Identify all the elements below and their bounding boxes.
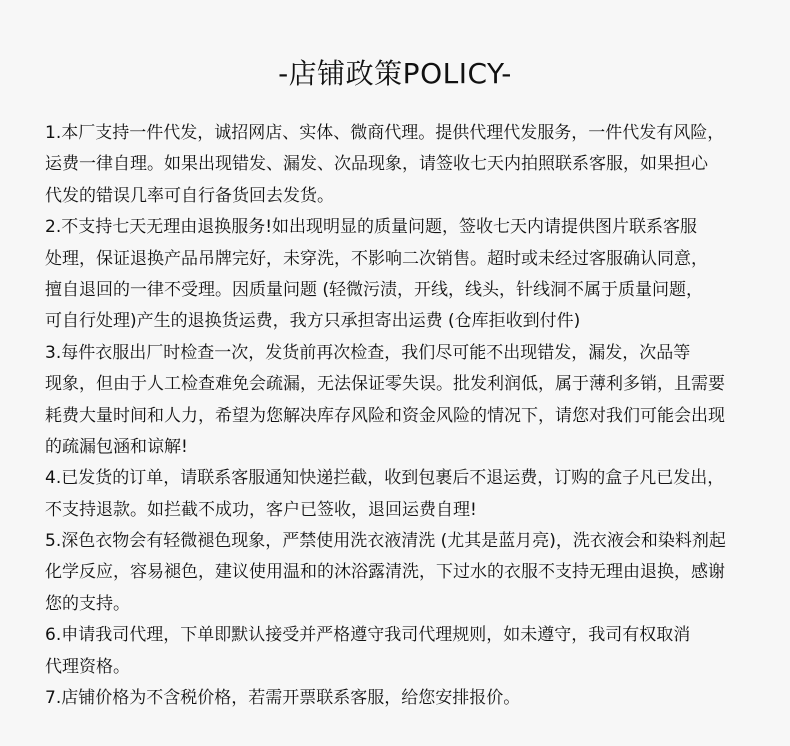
policy-line: 的疏漏包涵和谅解! — [45, 436, 188, 457]
policy-line: 运费一律自理。如果出现错发、漏发、次品现象，请签收七天内拍照联系客服，如果担心 — [45, 154, 708, 175]
policy-line: 耗费大量时间和人力，希望为您解决库存风险和资金风险的情况下，请您对我们可能会出现 — [45, 405, 725, 426]
policy-line: 代发的错误几率可自行备货回去发货。 — [45, 185, 334, 206]
policy-line: 现象，但由于人工检查难免会疏漏，无法保证零失误。批发利润低，属于薄利多销，且需要 — [45, 374, 725, 395]
page-title: -店铺政策POLICY- — [278, 57, 512, 90]
policy-line: 4.已发货的订单，请联系客服通知快递拦截，收到包裹后不退运费，订购的盒子凡已发出， — [45, 468, 725, 489]
policy-line: 代理资格。 — [45, 656, 130, 677]
policy-line: 3.每件衣服出厂时检查一次，发货前再次检查，我们尽可能不出现错发，漏发，次品等 — [45, 342, 691, 363]
policy-line: 可自行处理)产生的退换货运费，我方只承担寄出运费 (仓库拒收到付件) — [45, 311, 581, 332]
policy-line: 化学反应，容易褪色，建议使用温和的沐浴露清洗，下过水的衣服不支持无理由退换，感谢 — [45, 562, 725, 583]
policy-body — [45, 118, 775, 714]
policy-line: 1.本厂支持一件代发，诚招网店、实体、微商代理。提供代理代发服务，一件代发有风险， — [45, 123, 725, 143]
policy-line: 7.店铺价格为不含税价格，若需开票联系客服，给您安排报价。 — [45, 688, 521, 709]
policy-line: 5.深色衣物会有轻微褪色现象，严禁使用洗衣液清洗 (尤其是蓝月亮)，洗衣液会和染料剂起 — [45, 531, 726, 552]
policy-line: 您的支持。 — [45, 593, 130, 614]
policy-line: 6.申请我司代理，下单即默认接受并严格遵守我司代理规则，如未遵守，我司有权取消 — [45, 625, 691, 646]
policy-line: 擅自退回的一律不受理。因质量问题 (轻微污渍，开线，线头，针线洞不属于质量问题， — [45, 279, 704, 300]
policy-line: 2.不支持七天无理由退换服务!如出现明显的质量问题，签收七天内请提供图片联系客服 — [45, 217, 698, 238]
policy-line: 不支持退款。如拦截不成功，客户已签收，退回运费自理! — [45, 499, 477, 520]
policy-line: 处理，保证退换产品吊牌完好，未穿洗，不影响二次销售。超时或未经过客服确认同意， — [45, 248, 708, 269]
